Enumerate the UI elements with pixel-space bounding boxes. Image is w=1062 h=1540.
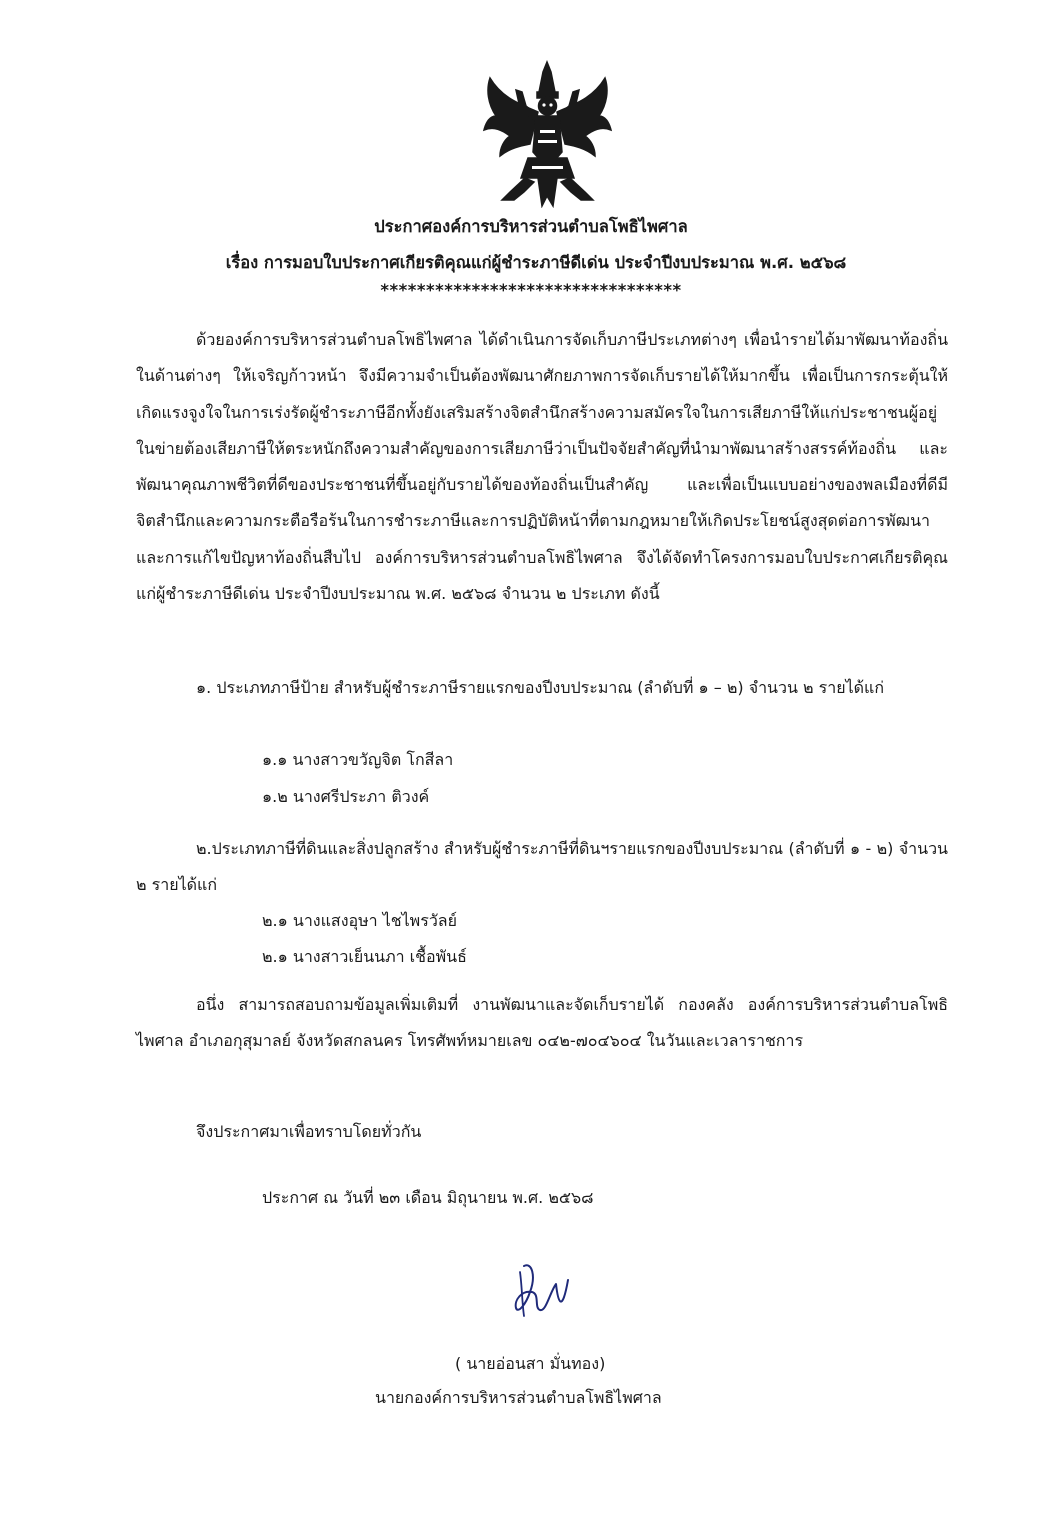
announcement-date: ประกาศ ณ วันที่ ๒๓ เดือน มิถุนายน พ.ศ. ๒๕๖๘ (262, 1188, 594, 1207)
category-2-recipient: ๒.๑ นางแสงอุษา ไชไพรวัลย์ (262, 911, 457, 930)
category-2-paragraph: ๒.ประเภทภาษีที่ดินและสิ่งปลูกสร้าง สำหรับผู้ชำระภาษีที่ดินฯรายแรกของปีงบประมาณ (ลำดับที่ ๑ - ๒) จำนวน ๒ รายได้แก่ (136, 839, 948, 895)
handwritten-signature (510, 1262, 572, 1322)
intro-paragraph: ด้วยองค์การบริหารส่วนตำบลโพธิไพศาล ได้ดำเนินการจัดเก็บภาษีประเภทต่างๆ เพื่อนำรายได้มาพัฒนาท้องถิ่นในด้านต่างๆ ให้เจริญก้าวหน้า จึงมีความจำเป็นต้องพัฒนาศักยภาพการจัดเก็บรายได้ให้มากขึ้น เพื่อเป็นการกระตุ้นให้เกิดแรงจูงใจในการเร่งรัดผู้ชำระภาษีอีกทั้งยังเสริมสร้างจิตสำนึกสร้างความสมัครใจในการเสียภาษีให้แก่ประชาชนผู้อยู่ในข่ายต้องเสียภาษีให้ตระหนักถึงความสำคัญของการเสียภาษีว่าเป็นปัจจัยสำคัญที่นำมาพัฒนาสร้างสรรค์ท้องถิ่น และพัฒนาคุณภาพชีวิตที่ดีของประชาชนที่ขึ้นอยู่กับรายได้ของท้องถิ่นเป็นสำคัญ และเพื่อเป็นแบบอย่างของพลเมืองที่ดีมีจิตสำนึกและความกระตือรือร้นในการชำระภาษีและการปฏิบัติหน้าที่ตามกฎหมายให้เกิดประโยชน์สูงสุดต่อการพัฒนาและการแก้ไขปัญหาท้องถิ่นสืบไป องค์การบริหารส่วนตำบลโพธิไพศาล จึงได้จัดทำโครงการมอบใบประกาศเกียรติคุณแก่ผู้ชำระภาษีดีเด่น ประจำปีงบประมาณ พ.ศ. ๒๕๖๘ จำนวน ๒ ประเภท ดังนี้ (136, 330, 948, 604)
garuda-emblem-icon (480, 60, 615, 208)
category-1-recipient: ๑.๒ นางศรีประภา ติวงค์ (262, 787, 430, 806)
announcement-heading: ประกาศองค์การบริหารส่วนตำบลโพธิไพศาล (374, 217, 688, 236)
heading-separator: ********************************* (380, 281, 682, 300)
announcement-subject: เรื่อง การมอบใบประกาศเกียรติคุณแก่ผู้ชำระภาษีดีเด่น ประจำปีงบประมาณ พ.ศ. ๒๕๖๘ (225, 253, 847, 272)
contact-paragraph: อนึ่ง สามารถสอบถามข้อมูลเพิ่มเติมที่ งานพัฒนาและจัดเก็บรายได้ กองคลัง องค์การบริหารส่วนตำบลโพธิไพศาล อำเภอกุสุมาลย์ จังหวัดสกลนคร โทรศัพท์หมายเลข ๐๔๒-๗๐๔๖๐๔ ในวันและเวลาราชการ (136, 995, 948, 1051)
signatory-name: ( นายอ่อนสา มั่นทอง) (455, 1354, 606, 1373)
category-1-recipient: ๑.๑ นางสาวขวัญจิต โกสีลา (262, 750, 454, 769)
closing-statement: จึงประกาศมาเพื่อทราบโดยทั่วกัน (196, 1122, 422, 1141)
category-1-paragraph: ๑. ประเภทภาษีป้าย สำหรับผู้ชำระภาษีรายแรกของปีงบประมาณ (ลำดับที่ ๑ – ๒) จำนวน ๒ รายได้แก่ (196, 678, 885, 697)
category-2-recipient: ๒.๑ นางสาวเย็นนภา เชื้อพันธ์ (262, 947, 467, 966)
signatory-position: นายกองค์การบริหารส่วนตำบลโพธิไพศาล (375, 1388, 662, 1407)
